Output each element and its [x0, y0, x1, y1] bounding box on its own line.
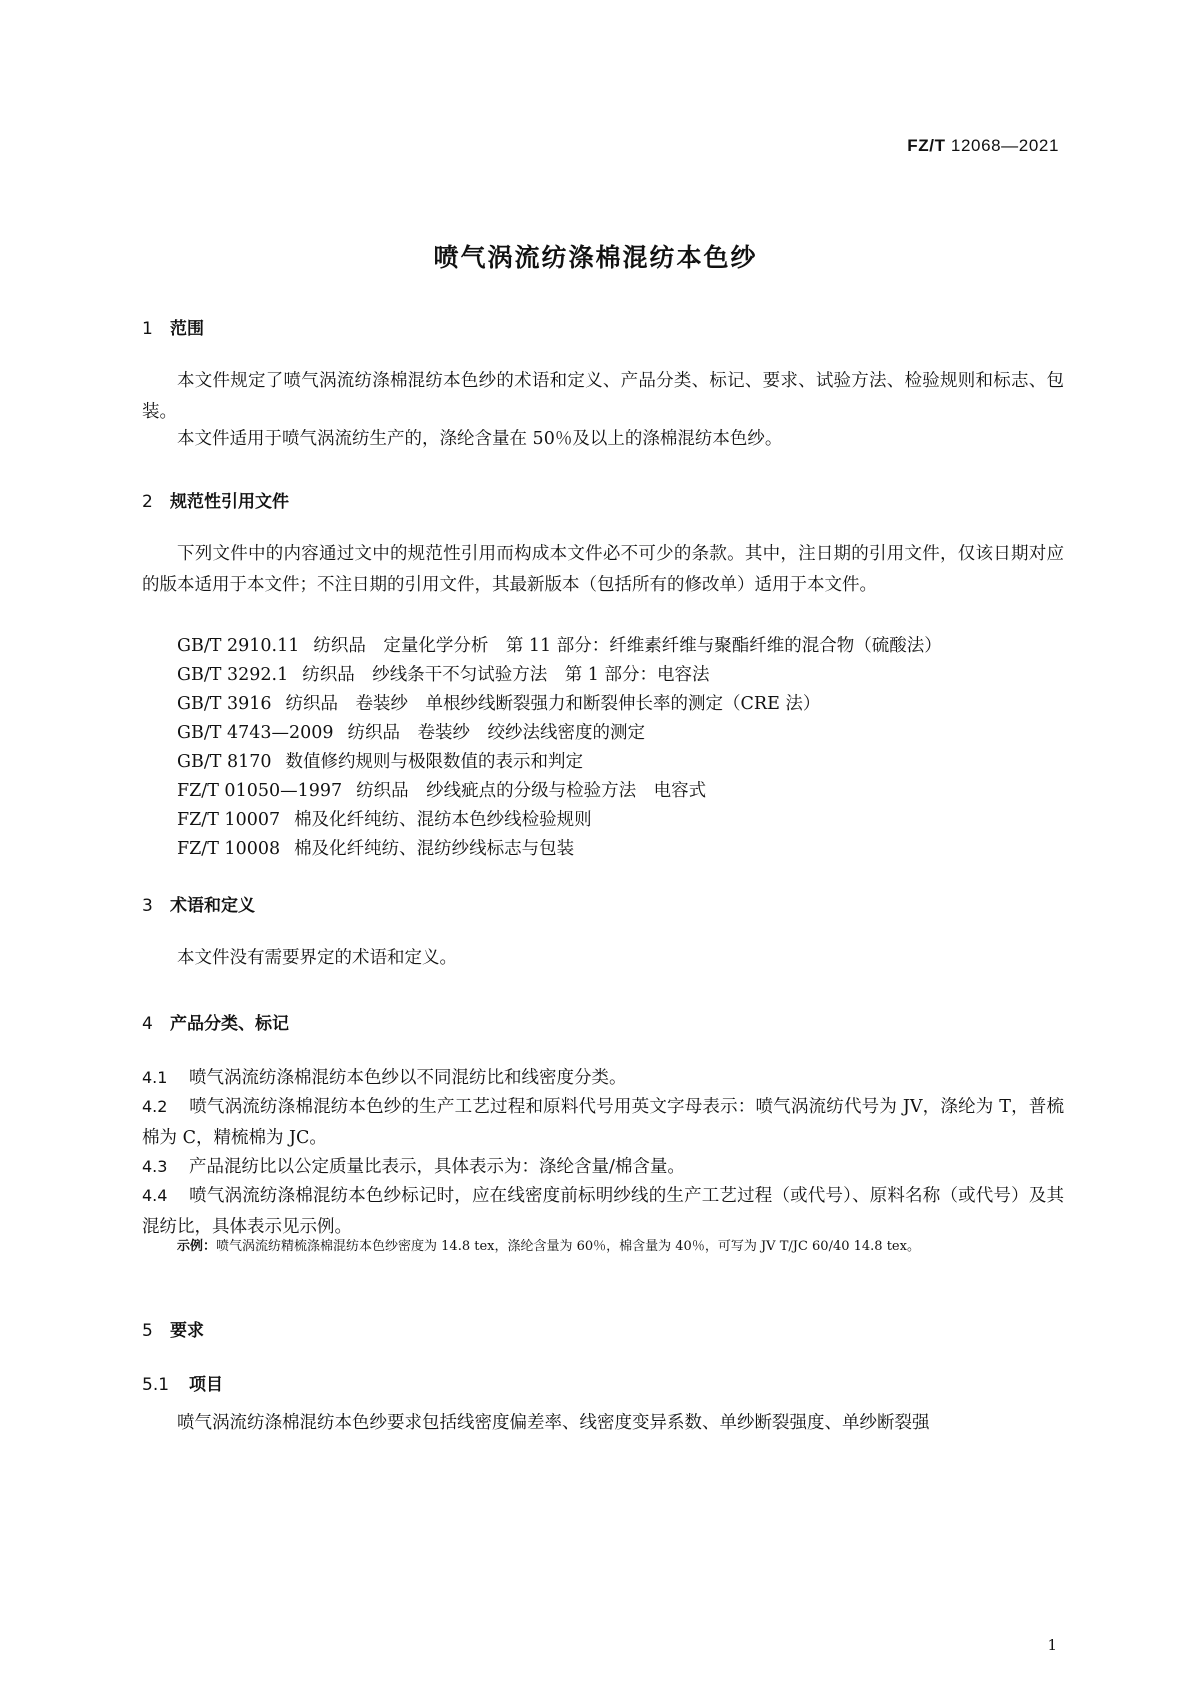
- reference-title: 纺织品 卷装纱 绞纱法线密度的测定: [347, 723, 646, 743]
- subsection-title: 项目: [189, 1375, 223, 1395]
- section-1-paragraph-2: 本文件适用于喷气涡流纺生产的，涤纶含量在 50％及以上的涤棉混纺本色纱。: [177, 429, 783, 449]
- section-1-paragraph-1: 本文件规定了喷气涡流纺涤棉混纺本色纱的术语和定义、产品分类、标记、要求、试验方法、检验规则和标志、包装。: [142, 371, 1064, 422]
- clause-4-1: [142, 1062, 1064, 1094]
- subsection-number: 5.1: [142, 1375, 170, 1395]
- reference-title: 棉及化纤纯纺、混纺本色纱线检验规则: [294, 810, 592, 830]
- reference-code: FZ/T 10007: [177, 810, 281, 830]
- reference-code: GB/T 3292.1: [177, 665, 289, 685]
- section-5-1-paragraph-1: 喷气涡流纺涤棉混纺本色纱要求包括线密度偏差率、线密度变异系数、单纱断裂强度、单纱断裂强: [177, 1413, 930, 1433]
- clause-text: 喷气涡流纺涤棉混纺本色纱的生产工艺过程和原料代号用英文字母表示：喷气涡流纺代号为 JV，涤纶为 T，普梳棉为 C，精梳棉为 JC。: [142, 1097, 1064, 1148]
- reference-item: [177, 835, 574, 860]
- clause-4-2: [142, 1091, 1064, 1154]
- section-title: 规范性引用文件: [170, 492, 289, 512]
- reference-code: GB/T 2910.11: [177, 636, 300, 656]
- reference-code: GB/T 8170: [177, 752, 272, 772]
- clause-number: 4.1: [142, 1068, 168, 1087]
- section-5-heading: [142, 1316, 204, 1341]
- section-1-heading: [142, 314, 204, 339]
- clause-number: 4.4: [142, 1186, 168, 1205]
- clause-number: 4.2: [142, 1097, 168, 1116]
- reference-title: 纺织品 定量化学分析 第 11 部分：纤维素纤维与聚酯纤维的混合物（硫酸法）: [313, 636, 942, 656]
- section-number: 1: [142, 319, 153, 339]
- reference-code: GB/T 4743—2009: [177, 723, 334, 743]
- reference-title: 纺织品 纱线疵点的分级与检验方法 电容式: [356, 781, 707, 801]
- reference-item: [177, 632, 942, 657]
- section-3-heading: [142, 891, 255, 916]
- clause-text: 喷气涡流纺涤棉混纺本色纱标记时，应在线密度前标明纱线的生产工艺过程（或代号）、原料名称（或代号）及其混纺比，具体表示见示例。: [142, 1186, 1064, 1237]
- subsection-5-1-heading: [142, 1370, 223, 1395]
- reference-item: [177, 777, 706, 802]
- reference-item: [177, 719, 645, 744]
- section-number: 4: [142, 1014, 153, 1034]
- clause-text: 喷气涡流纺涤棉混纺本色纱以不同混纺比和线密度分类。: [189, 1068, 627, 1088]
- document-title: 喷气涡流纺涤棉混纺本色纱: [433, 243, 758, 272]
- reference-code: FZ/T 10008: [177, 839, 281, 859]
- reference-code: GB/T 3916: [177, 694, 272, 714]
- clause-4-3: [142, 1151, 1064, 1183]
- example-note: [142, 1234, 1064, 1260]
- section-number: 5: [142, 1321, 153, 1341]
- section-title: 术语和定义: [170, 896, 255, 916]
- standard-code-prefix: FZ/T: [907, 136, 946, 155]
- example-label: 示例：: [177, 1239, 217, 1254]
- reference-item: [177, 748, 583, 773]
- section-title: 产品分类、标记: [170, 1014, 289, 1034]
- section-2-heading: [142, 487, 289, 512]
- reference-code: FZ/T 01050—1997: [177, 781, 343, 801]
- reference-item: [177, 661, 709, 686]
- section-title: 范围: [170, 319, 204, 339]
- standard-code: [907, 136, 1059, 156]
- reference-title: 纺织品 纱线条干不匀试验方法 第 1 部分：电容法: [302, 665, 710, 685]
- section-4-heading: [142, 1009, 289, 1034]
- reference-item: [177, 806, 592, 831]
- section-3-paragraph-1: 本文件没有需要界定的术语和定义。: [177, 948, 457, 968]
- reference-title: 数值修约规则与极限数值的表示和判定: [285, 752, 584, 772]
- section-title: 要求: [170, 1321, 204, 1341]
- section-2-paragraph-1: 下列文件中的内容通过文中的规范性引用而构成本文件必不可少的条款。其中，注日期的引用文件，仅该日期对应的版本适用于本文件；不注日期的引用文件，其最新版本（包括所有的修改单）适用于本文件。: [142, 544, 1064, 595]
- example-text: 喷气涡流纺精梳涤棉混纺本色纱密度为 14.8 tex，涤纶含量为 60％，棉含量为 40％，可写为 JV T/JC 60/40 14.8 tex。: [216, 1239, 920, 1254]
- reference-title: 纺织品 卷装纱 单根纱线断裂强力和断裂伸长率的测定（CRE 法）: [285, 694, 821, 714]
- section-number: 2: [142, 492, 153, 512]
- reference-item: [177, 690, 820, 715]
- clause-number: 4.3: [142, 1157, 168, 1176]
- clause-text: 产品混纺比以公定质量比表示，具体表示为：涤纶含量/棉含量。: [189, 1157, 685, 1177]
- section-number: 3: [142, 896, 153, 916]
- standard-code-number: 12068—2021: [950, 136, 1059, 155]
- reference-title: 棉及化纤纯纺、混纺纱线标志与包装: [294, 839, 575, 859]
- page-number: 1: [1047, 1636, 1057, 1654]
